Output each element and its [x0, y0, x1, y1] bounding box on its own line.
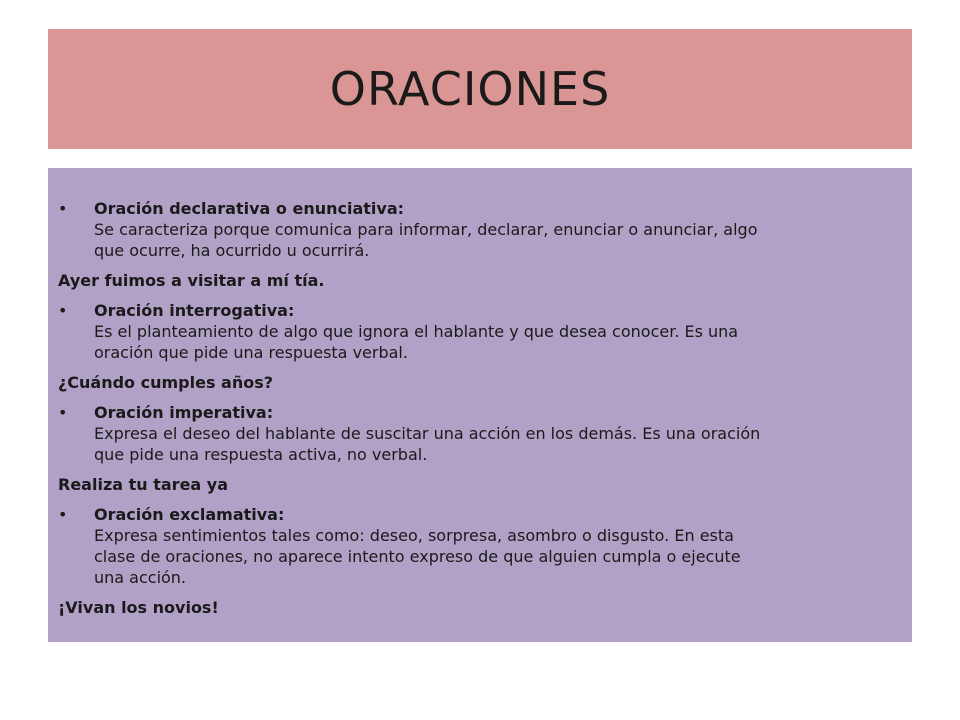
- item-example: Realiza tu tarea ya: [58, 475, 229, 494]
- bullet-icon: •: [58, 505, 68, 524]
- item-example: ¿Cuándo cumples años?: [58, 373, 274, 392]
- item-description-line: Es el planteamiento de algo que ignora el hablante y que desea conocer. Es una: [94, 322, 739, 341]
- item-heading: Oración imperativa:: [94, 403, 274, 422]
- bullet-item-imperativa: [58, 402, 882, 465]
- bullet-item-exclamativa: [58, 504, 882, 588]
- item-heading: Oración declarativa o enunciativa:: [94, 199, 405, 218]
- title-bar: [48, 29, 912, 149]
- item-description-line: que ocurre, ha ocurrido u ocurrirá.: [94, 241, 370, 260]
- page-title: ORACIONES: [329, 62, 611, 116]
- bullet-item-interrogativa: [58, 300, 882, 363]
- item-description-line: Expresa sentimientos tales como: deseo, sorpresa, asombro o disgusto. En esta: [94, 526, 734, 545]
- item-description-line: Se caracteriza porque comunica para informar, declarar, enunciar o anunciar, algo: [94, 220, 758, 239]
- item-heading: Oración interrogativa:: [94, 301, 295, 320]
- bullet-icon: •: [58, 199, 68, 218]
- bullet-item-declarativa: [58, 198, 882, 261]
- bullet-icon: •: [58, 403, 68, 422]
- content-box: [48, 168, 912, 642]
- item-description-line: Expresa el deseo del hablante de suscitar una acción en los demás. Es una oración: [94, 424, 761, 443]
- item-description-line: clase de oraciones, no aparece intento expreso de que alguien cumpla o ejecute: [94, 547, 741, 566]
- item-description-line: que pide una respuesta activa, no verbal.: [94, 445, 428, 464]
- item-description-line: oración que pide una respuesta verbal.: [94, 343, 408, 362]
- item-description-line: una acción.: [94, 568, 187, 587]
- item-example: Ayer fuimos a visitar a mí tía.: [58, 271, 325, 290]
- item-heading: Oración exclamativa:: [94, 505, 285, 524]
- bullet-icon: •: [58, 301, 68, 320]
- item-example: ¡Vivan los novios!: [58, 598, 219, 617]
